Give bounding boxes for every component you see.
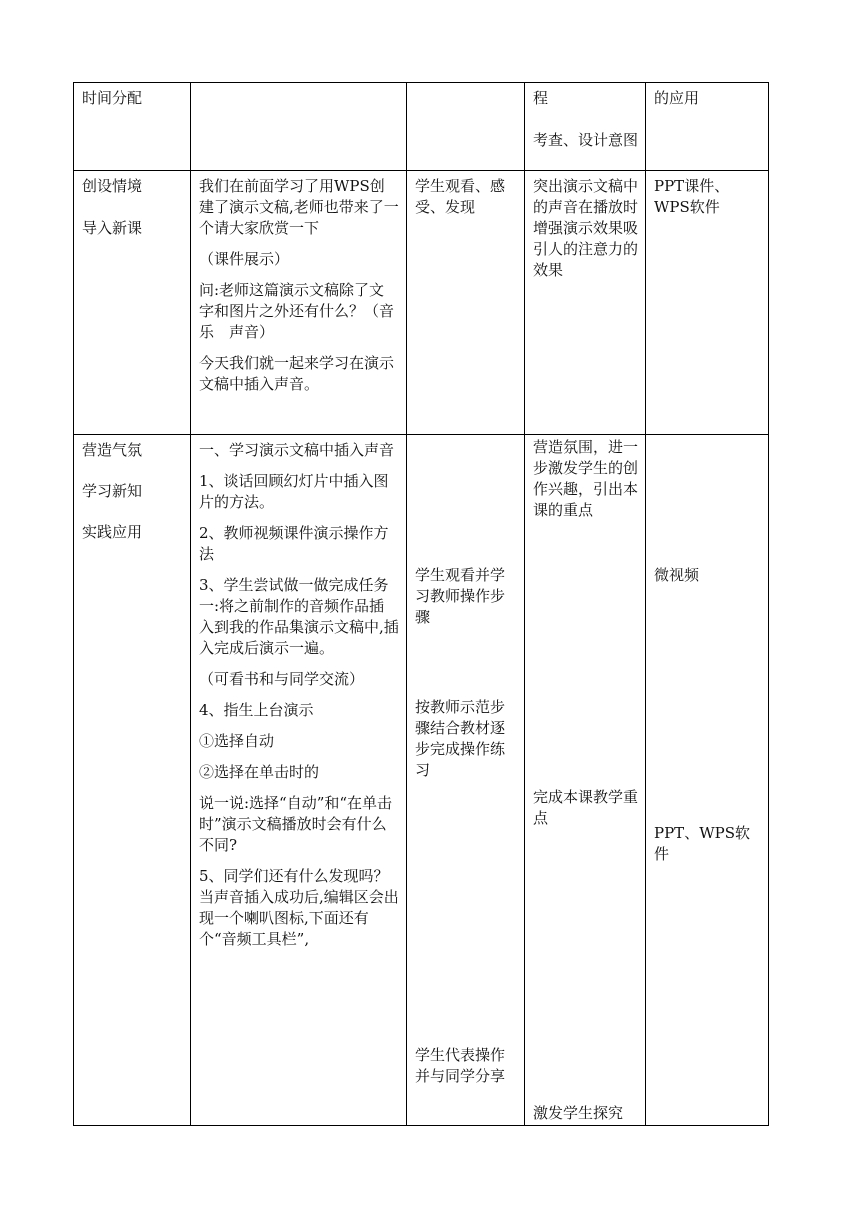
practice-teacher-p3: 2、教师视频课件演示操作方法: [199, 524, 389, 563]
intro-intent-cell: [525, 171, 646, 435]
practice-media-p1: 微视频: [654, 566, 700, 584]
header-student-cell: [407, 83, 525, 171]
practice-media-cell: [646, 435, 769, 1126]
intro-media-cell: [646, 171, 769, 435]
intro-teacher-p1: 我们在前面学习了用WPS创建了演示文稿,老师也带来了一个请大家欣赏一下: [199, 177, 399, 237]
practice-teacher-p7: ①选择自动: [199, 732, 275, 750]
intro-student: 学生观看、感受、发现: [415, 177, 506, 216]
intro-intent: 突出演示文稿中的声音在播放时增强演示效果吸引人的注意力的效果: [533, 177, 639, 279]
practice-teacher-p5: （可看书和与同学交流）: [199, 670, 365, 688]
practice-student-cell: [407, 435, 525, 1126]
header-time-cell: [74, 83, 191, 171]
intro-stage-cell: [74, 171, 191, 435]
practice-teacher-p8: ②选择在单击时的: [199, 763, 320, 781]
intro-stage-line1: 创设情境: [82, 177, 143, 195]
header-intent-cell: [525, 83, 646, 171]
practice-intent-cell: [525, 435, 646, 1126]
header-teacher-cell: [191, 83, 407, 171]
practice-intent-p2: 完成本课教学重点: [533, 788, 639, 827]
practice-teacher-p9: 说一说:选择“自动”和“在单击时”演示文稿播放时会有什么不同?: [199, 794, 393, 854]
practice-teacher-p4: 3、学生尝试做一做完成任务一:将之前制作的音频作品插入到我的作品集演示文稿中,插入完成后演示一遍。: [199, 576, 399, 657]
practice-student-p1: 学生观看并学习教师操作步骤: [415, 566, 506, 626]
practice-stage-line3: 实践应用: [82, 523, 143, 541]
intro-teacher-cell: [191, 171, 407, 435]
header-media: 的应用: [654, 89, 700, 107]
intro-teacher-p4: 今天我们就一起来学习在演示文稿中插入声音。: [199, 354, 395, 393]
practice-intent-p1: 营造氛围，进一步激发学生的创作兴趣，引出本课的重点: [533, 438, 639, 519]
practice-teacher-p2: 1、谈话回顾幻灯片中插入图片的方法。: [199, 472, 389, 511]
practice-teacher-p10: 5、同学们还有什么发现吗？当声音插入成功后,编辑区会出现一个喇叭图标,下面还有个“音频工具栏”,: [199, 867, 399, 948]
practice-teacher-cell: [191, 435, 407, 1126]
practice-intent-p3: 激发学生探究: [533, 1104, 624, 1122]
header-intent-line2: 考查、设计意图: [533, 131, 639, 149]
intro-stage-line2: 导入新课: [82, 219, 143, 237]
practice-media-p2: PPT、WPS软件: [654, 824, 750, 863]
practice-teacher-p1: 一、学习演示文稿中插入声音: [199, 441, 395, 459]
practice-stage-line1: 营造气氛: [82, 441, 143, 459]
lesson-plan-table: [73, 82, 769, 1126]
practice-stage-line2: 学习新知: [82, 482, 143, 500]
header-intent-line1: 程: [533, 89, 549, 107]
practice-stage-cell: [74, 435, 191, 1126]
practice-row: [74, 435, 769, 1126]
practice-student-p3: 学生代表操作并与同学分享: [415, 1046, 506, 1085]
intro-teacher-p2: （课件展示）: [199, 250, 290, 268]
header-row: [74, 83, 769, 171]
header-time: 时间分配: [82, 89, 143, 107]
intro-media: PPT课件、WPS软件: [654, 177, 730, 216]
practice-student-p2: 按教师示范步骤结合教材逐步完成操作练习: [415, 698, 506, 779]
intro-row: [74, 171, 769, 435]
practice-teacher-p6: 4、指生上台演示: [199, 701, 314, 719]
header-media-cell: [646, 83, 769, 171]
intro-teacher-p3: 问:老师这篇演示文稿除了文字和图片之外还有什么？（音乐 声音）: [199, 281, 395, 341]
intro-student-cell: [407, 171, 525, 435]
